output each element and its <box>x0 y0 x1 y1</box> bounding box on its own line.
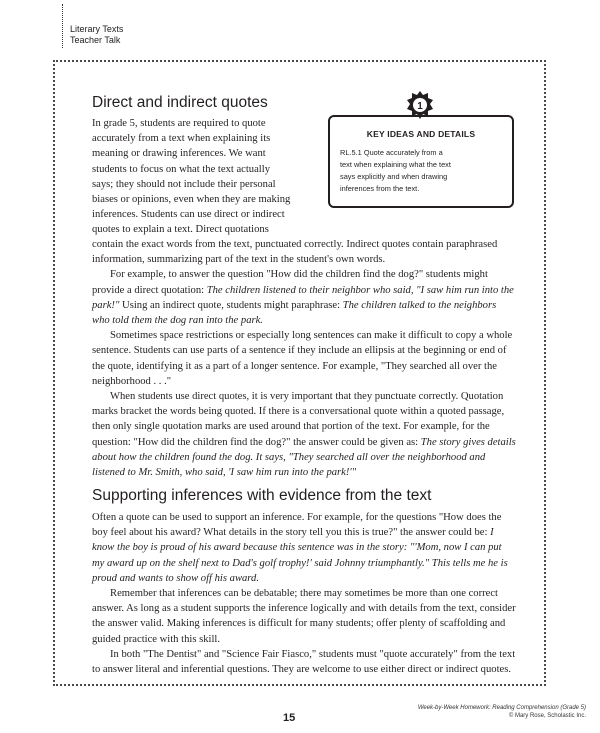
quote-italic: I know the boy is proud of his award because this sentence was in the story: "'Mom, now I can put my award up on the shelf next to Dad's golf trophy!' said Johnny triumphantly." This tells me he is proud and wants to show off his award. <box>92 527 508 584</box>
standard-line: text when explaining what the text <box>340 160 451 169</box>
footer-credit <box>418 704 586 720</box>
section-title-direct-indirect: Direct and indirect quotes <box>92 94 268 111</box>
text-run: When students use direct quotes, it is very important that they punctuate correctly. Quotation marks bracket the words being quoted. If there is a conversational quote within a quoted passage, then only single quotation marks are used around that portion of the text. For example, for the question: "How did the children find the dog?" the answer could be given as: <box>92 391 505 448</box>
quote-italic: The children talked to the neighbors who told them the dog ran into the park. <box>92 299 497 327</box>
paragraph <box>92 389 516 480</box>
intro-line: meaning or drawing inferences. We want <box>92 148 266 160</box>
paragraph: Sometimes space restrictions or especially long sentences can make it difficult to copy a whole sentence. Students can use parts of a sentence if they include an ellipsis at the beginning or end of the quote, identifying it as a part of a longer sentence. For example, "They searched all over the neighborhood . . ." <box>92 330 513 387</box>
quote-italic: The story gives details about how the children found the dog. It says, "They searched all over the neighborhood and listened to Mr. Smith, who said, 'I saw him run into the park!'" <box>92 436 516 479</box>
page-number: 15 <box>283 712 296 724</box>
intro-line: In grade 5, students are required to quote <box>92 118 266 129</box>
standard-line: RL.5.1 Quote accurately from a <box>340 148 443 157</box>
section-title-supporting-inferences: Supporting inferences with evidence from the text <box>92 487 432 504</box>
header-line-2: Teacher Talk <box>70 34 121 45</box>
paragraph: In both "The Dentist" and "Science Fair Fiasco," students must "quote accurately" from the text to answer literal and inferential questions. They are welcome to use either direct or indirect quotes. <box>92 648 516 676</box>
paragraph <box>92 267 516 328</box>
book-title: Week-by-Week Homework: Reading Comprehension (Grade 5) <box>417 705 586 711</box>
intro-line: quotes to explain a text. Direct quotations <box>92 224 269 236</box>
copyright: © Mary Rose, Scholastic Inc. <box>508 713 586 719</box>
paragraph: contain the exact words from the text, punctuated correctly. Indirect quotes contain paraphrased information, summarizing part of the text in the student's own words. <box>92 239 498 266</box>
header-rule <box>62 4 63 48</box>
section2-body <box>92 510 516 677</box>
paragraph <box>92 510 516 586</box>
section1-intro <box>92 116 328 238</box>
key-ideas-box <box>328 115 514 208</box>
text-run: For example, to answer the question "How did the children find the dog?" students might provide a direct quotation: <box>92 269 488 296</box>
text-run: Often a quote can be used to support an inference. For example, for the questions "How does the boy feel about his award? What details in the story tell you this is true?" the answer could be: <box>92 512 502 539</box>
badge-number: 1 <box>417 101 423 112</box>
intro-line: accurately from a text when explaining its <box>92 133 271 145</box>
key-ideas-title: KEY IDEAS AND DETAILS <box>366 129 476 139</box>
paragraph: Remember that inferences can be debatable; there may sometimes be more than one correct answer. As long as a student supports the inference logically and with details from the text, consider the answer valid. Making inferences is difficult for many students; offer plenty of scaffolding and guided practice with this skill. <box>92 588 516 645</box>
standard-line: inferences from the text. <box>340 184 420 193</box>
intro-line: students to focus on what the text actually <box>92 163 270 175</box>
running-header <box>70 24 123 45</box>
text-run: Using an indirect quote, students might paraphrase: <box>119 299 343 311</box>
section1-body <box>92 237 516 480</box>
key-ideas-standard <box>340 147 504 195</box>
quote-italic: The children listened to their neighbor who said, "I saw him run into the park!" <box>92 284 514 311</box>
intro-line: inferences. Students can use direct or indirect <box>92 209 285 221</box>
intro-line: says; they should not include their personal <box>92 178 276 190</box>
header-line-1: Literary Texts <box>70 24 124 34</box>
intro-line: biases or opinions, even when they are making <box>92 194 291 206</box>
standard-line: says explicitly and when drawing <box>340 172 448 181</box>
standard-badge-icon <box>406 91 434 119</box>
